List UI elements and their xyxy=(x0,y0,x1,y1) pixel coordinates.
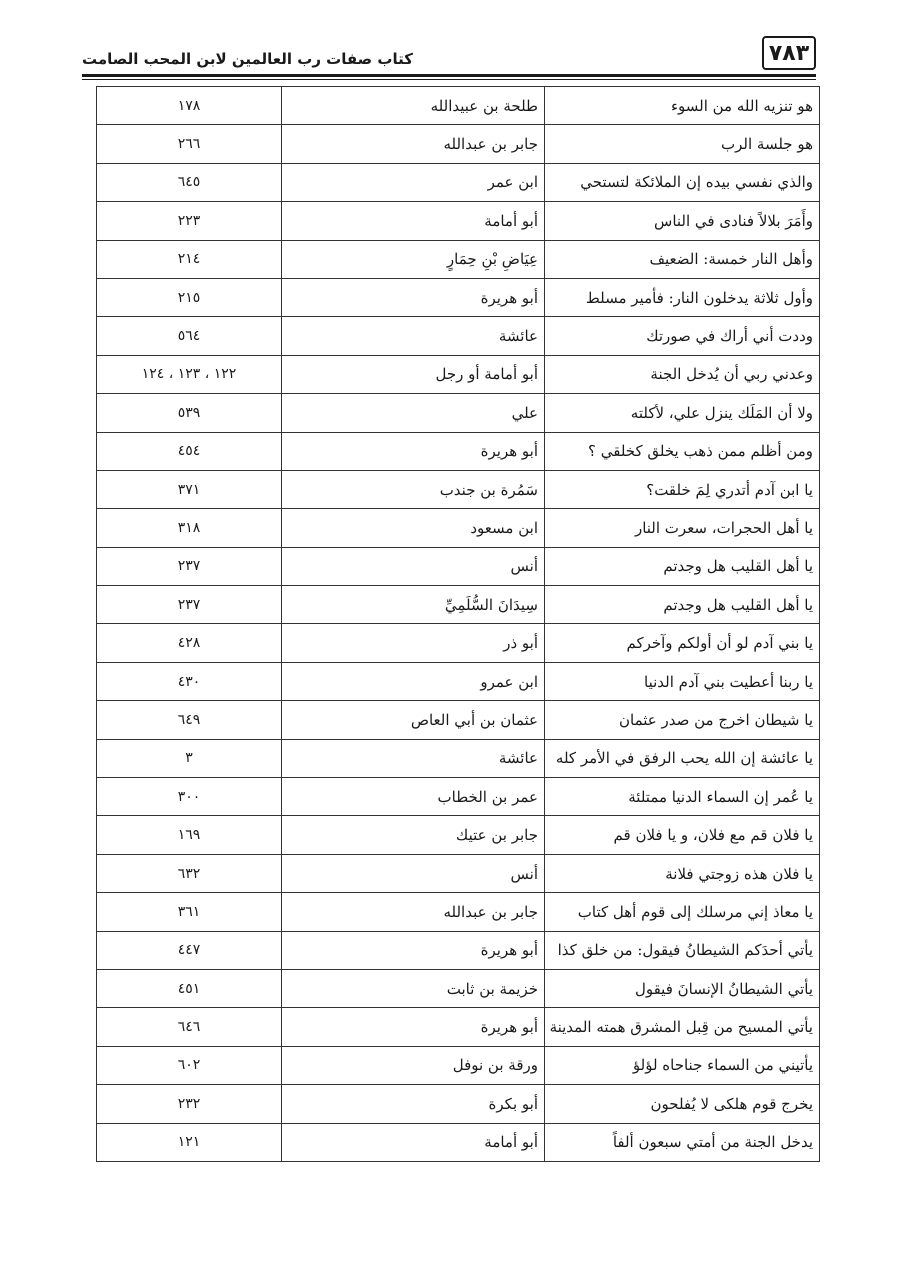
table-row xyxy=(97,278,820,316)
narrator-name: عثمان بن أبي العاص xyxy=(282,701,545,739)
hadith-text: يا معاذ إني مرسلك إلى قوم أهل كتاب xyxy=(545,893,820,931)
page-header xyxy=(82,36,816,76)
hadith-number: ٢٦٦ xyxy=(97,125,282,163)
hadith-text: ومن أظلم ممن ذهب يخلق كخلقي ؟ xyxy=(545,432,820,470)
hadith-text: والذي نفسي بيده إن الملائكة لتستحي xyxy=(545,163,820,201)
table-row xyxy=(97,509,820,547)
hadith-number: ٥٦٤ xyxy=(97,317,282,355)
narrator-name: أبو بكرة xyxy=(282,1085,545,1123)
narrator-name: ابن عمرو xyxy=(282,662,545,700)
hadith-text: وأهل النار خمسة: الضعيف xyxy=(545,240,820,278)
narrator-name: أبو هريرة xyxy=(282,432,545,470)
table-row xyxy=(97,662,820,700)
hadith-text: يا عائشة إن الله يحب الرفق في الأمر كله xyxy=(545,739,820,777)
hadith-number: ٢٣٧ xyxy=(97,547,282,585)
hadith-number: ٤٥١ xyxy=(97,969,282,1007)
table-row xyxy=(97,854,820,892)
hadith-number: ٢٢٣ xyxy=(97,202,282,240)
table-row xyxy=(97,317,820,355)
hadith-number: ٦٤٥ xyxy=(97,163,282,201)
table-row xyxy=(97,816,820,854)
narrator-name: عمر بن الخطاب xyxy=(282,778,545,816)
table-row xyxy=(97,470,820,508)
narrator-name: خزيمة بن ثابت xyxy=(282,969,545,1007)
narrator-name: أبو أمامة xyxy=(282,1123,545,1161)
hadith-number: ٤٥٤ xyxy=(97,432,282,470)
narrator-name: جابر بن عتيك xyxy=(282,816,545,854)
table-row xyxy=(97,202,820,240)
hadith-number: ٣٧١ xyxy=(97,470,282,508)
table-row xyxy=(97,432,820,470)
narrator-name: سِيدَانَ السُّلَمِيِّ xyxy=(282,586,545,624)
hadith-number: ٦٤٩ xyxy=(97,701,282,739)
hadith-number: ٣١٨ xyxy=(97,509,282,547)
hadith-text: يا شيطان اخرج من صدر عثمان xyxy=(545,701,820,739)
page-number: ٧٨٣ xyxy=(762,36,816,70)
hadith-text: يأتي أحدَكم الشيطانُ فيقول: من خلق كذا xyxy=(545,931,820,969)
book-title: كتاب صفات رب العالمين لابن المحب الصامت xyxy=(82,50,413,68)
hadith-text: يخرج قوم هلكى لا يُفلحون xyxy=(545,1085,820,1123)
hadith-number: ٢٣٢ xyxy=(97,1085,282,1123)
hadith-text: يا فلان قم مع فلان، و يا فلان قم xyxy=(545,816,820,854)
hadith-text: يا أهل الحجرات، سعرت النار xyxy=(545,509,820,547)
table-row xyxy=(97,624,820,662)
narrator-name: أبو هريرة xyxy=(282,931,545,969)
narrator-name: أنس xyxy=(282,854,545,892)
narrator-name: أبو أمامة xyxy=(282,202,545,240)
table-row xyxy=(97,586,820,624)
table-row xyxy=(97,1085,820,1123)
hadith-number: ٤٤٧ xyxy=(97,931,282,969)
narrator-name: علي xyxy=(282,394,545,432)
hadith-number: ١٦٩ xyxy=(97,816,282,854)
table-row xyxy=(97,125,820,163)
table-row xyxy=(97,394,820,432)
hadith-number: ٣٦١ xyxy=(97,893,282,931)
hadith-number: ١٢٢ ، ١٢٣ ، ١٢٤ xyxy=(97,355,282,393)
hadith-text: هو تنزيه الله من السوء xyxy=(545,87,820,125)
hadith-text: يأتي الشيطانُ الإنسانَ فيقول xyxy=(545,969,820,1007)
narrator-name: عائشة xyxy=(282,739,545,777)
narrator-name: أبو أمامة أو رجل xyxy=(282,355,545,393)
table-row xyxy=(97,163,820,201)
hadith-text: يا بني آدم لو أن أولكم وآخركم xyxy=(545,624,820,662)
narrator-name: ورقة بن نوفل xyxy=(282,1046,545,1084)
hadith-text: وأول ثلاثة يدخلون النار: فأمير مسلط xyxy=(545,278,820,316)
hadith-text: هو جلسة الرب xyxy=(545,125,820,163)
hadith-text: وددت أني أراك في صورتك xyxy=(545,317,820,355)
hadith-number: ٤٢٨ xyxy=(97,624,282,662)
table-row xyxy=(97,87,820,125)
hadith-text: يا ابن آدم أتدري لِمَ خلقت؟ xyxy=(545,470,820,508)
hadith-text: يا فلان هذه زوجتي فلانة xyxy=(545,854,820,892)
hadith-text: يأتيني من السماء جناحاه لؤلؤ xyxy=(545,1046,820,1084)
hadith-number: ٢١٤ xyxy=(97,240,282,278)
table-row xyxy=(97,778,820,816)
hadith-text: يا عُمر إن السماء الدنيا ممتلئة xyxy=(545,778,820,816)
hadith-text: يا أهل القليب هل وجدتم xyxy=(545,586,820,624)
table-row xyxy=(97,547,820,585)
narrator-name: جابر بن عبدالله xyxy=(282,125,545,163)
hadith-text: يدخل الجنة من أمتي سبعون ألفاً xyxy=(545,1123,820,1161)
table-row xyxy=(97,1046,820,1084)
hadith-text: وأَمَرَ بلالاً فنادى في الناس xyxy=(545,202,820,240)
hadith-number: ٦٠٢ xyxy=(97,1046,282,1084)
hadith-text: وعدني ربي أن يُدخل الجنة xyxy=(545,355,820,393)
narrator-name: عِيَاضِ بْنِ حِمَارٍ xyxy=(282,240,545,278)
narrator-name: ابن عمر xyxy=(282,163,545,201)
table-row xyxy=(97,893,820,931)
narrator-name: أنس xyxy=(282,547,545,585)
table-row xyxy=(97,1008,820,1046)
table-row xyxy=(97,739,820,777)
narrator-name: أبو هريرة xyxy=(282,278,545,316)
hadith-number: ٢١٥ xyxy=(97,278,282,316)
narrator-name: طلحة بن عبيدالله xyxy=(282,87,545,125)
hadith-number: ٣ xyxy=(97,739,282,777)
narrator-name: أبو ذر xyxy=(282,624,545,662)
table-row xyxy=(97,969,820,1007)
narrator-name: جابر بن عبدالله xyxy=(282,893,545,931)
hadith-text: يا ربنا أعطيت بني آدم الدنيا xyxy=(545,662,820,700)
hadith-number: ١٢١ xyxy=(97,1123,282,1161)
narrator-name: ابن مسعود xyxy=(282,509,545,547)
hadith-number: ٥٣٩ xyxy=(97,394,282,432)
narrator-name: سَمُرة بن جندب xyxy=(282,470,545,508)
narrator-name: عائشة xyxy=(282,317,545,355)
header-rule xyxy=(82,74,816,80)
hadith-text: ولا أن المَلَك ينزل علي، لأكلته xyxy=(545,394,820,432)
narrator-name: أبو هريرة xyxy=(282,1008,545,1046)
table-row xyxy=(97,701,820,739)
hadith-number: ٦٣٢ xyxy=(97,854,282,892)
index-table xyxy=(96,86,820,1162)
table-row xyxy=(97,355,820,393)
hadith-number: ٤٣٠ xyxy=(97,662,282,700)
table-row xyxy=(97,931,820,969)
hadith-number: ٣٠٠ xyxy=(97,778,282,816)
hadith-number: ٦٤٦ xyxy=(97,1008,282,1046)
hadith-text: يا أهل القليب هل وجدتم xyxy=(545,547,820,585)
table-row xyxy=(97,240,820,278)
hadith-number: ٢٣٧ xyxy=(97,586,282,624)
table-row xyxy=(97,1123,820,1161)
hadith-number: ١٧٨ xyxy=(97,87,282,125)
hadith-text: يأتي المسيح من قِبل المشرق همته المدينة xyxy=(545,1008,820,1046)
